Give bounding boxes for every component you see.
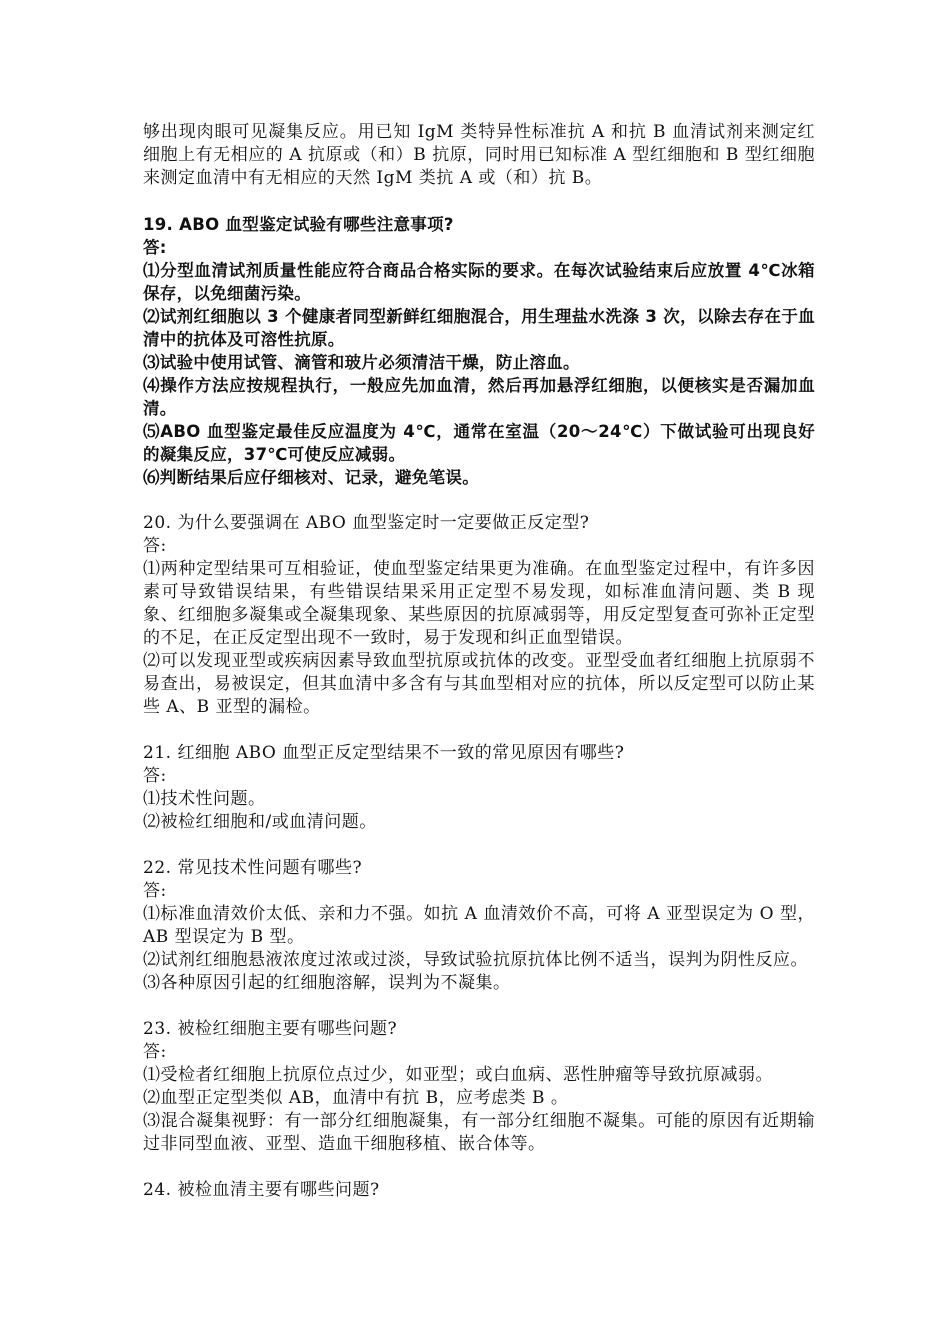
question-23-title: 23. 被检红细胞主要有哪些问题? — [143, 1019, 398, 1039]
question-23-item: ⑶混合凝集视野：有一部分红细胞凝集，有一部分红细胞不凝集。可能的原因有近期输过非同型血液、亚型、造血干细胞移植、嵌合体等。 — [143, 1111, 815, 1154]
question-19-item: ⑸ABO 血型鉴定最佳反应温度为 4℃，通常在室温（20～24℃）下做试验可出现良好的凝集反应，37℃可使反应减弱。 — [143, 422, 815, 464]
question-21-answer-label: 答: — [143, 766, 167, 786]
question-24 — [143, 1179, 815, 1202]
question-22 — [143, 857, 815, 995]
question-21-title: 21. 红细胞 ABO 血型正反定型结果不一致的常见原因有哪些? — [143, 743, 625, 763]
question-19-item: ⑴分型血清试剂质量性能应符合商品合格实际的要求。在每次试验结束后应放置 4℃冰箱保存，以免细菌污染。 — [143, 261, 815, 303]
question-20 — [143, 512, 815, 719]
question-21-item: ⑵被检红细胞和/或血清问题。 — [143, 812, 377, 832]
question-23 — [143, 1018, 815, 1156]
question-24-title: 24. 被检血清主要有哪些问题? — [143, 1180, 380, 1200]
document-page — [143, 121, 815, 1202]
question-19-item: ⑶试验中使用试管、滴管和玻片必须清洁干燥，防止溶血。 — [143, 353, 580, 372]
question-21-item: ⑴技术性问题。 — [143, 789, 266, 809]
question-19-item: ⑹判断结果后应仔细核对、记录，避免笔误。 — [143, 468, 479, 487]
question-20-item: ⑵可以发现亚型或疾病因素导致血型抗原或抗体的改变。亚型受血者红细胞上抗原弱不易查出，易被误定，但其血清中多含有与其血型相对应的抗体，所以反定型可以防止某些 A、B 亚型的漏检。 — [143, 651, 815, 717]
question-19-title: 19. ABO 血型鉴定试验有哪些注意事项? — [143, 215, 454, 234]
question-22-item: ⑵试剂红细胞悬液浓度过浓或过淡，导致试验抗原抗体比例不适当，误判为阴性反应。 — [143, 950, 808, 970]
question-20-item: ⑴两种定型结果可互相验证，使血型鉴定结果更为准确。在血型鉴定过程中，有许多因素可导致错误结果，有些错误结果采用正定型不易发现，如标准血清问题、类 B 现象、红细胞多凝集或全凝集现象、某些原因的抗原减弱等，用反定型复查可弥补正定型的不足，在正反定型出现不一致时，易于发现和纠正血型错误。 — [143, 559, 815, 648]
question-22-item: ⑴标准血清效价太低、亲和力不强。如抗 A 血清效价不高，可将 A 亚型误定为 O 型，AB 型误定为 B 型。 — [143, 904, 815, 947]
question-23-item: ⑵血型正定型类似 AB，血清中有抗 B，应考虑类 B 。 — [143, 1088, 569, 1108]
question-23-answer-label: 答: — [143, 1042, 167, 1062]
question-22-title: 22. 常见技术性问题有哪些? — [143, 858, 363, 878]
intro-paragraph: 够出现肉眼可见凝集反应。用已知 IgM 类特异性标准抗 A 和抗 B 血清试剂来测定红细胞上有无相应的 A 抗原或（和）B 抗原，同时用已知标准 A 型红细胞和 B 型红细胞来测定血清中有无相应的天然 IgM 类抗 A 或（和）抗 B。 — [143, 122, 815, 188]
question-19 — [143, 213, 815, 489]
question-19-answer-label: 答: — [143, 238, 167, 257]
question-19-item: ⑵试剂红细胞以 3 个健康者同型新鲜红细胞混合，用生理盐水洗涤 3 次，以除去存在于血清中的抗体及可溶性抗原。 — [143, 307, 815, 349]
question-20-answer-label: 答: — [143, 536, 167, 556]
question-20-title: 20. 为什么要强调在 ABO 血型鉴定时一定要做正反定型? — [143, 513, 590, 533]
question-23-item: ⑴受检者红细胞上抗原位点过少，如亚型；或白血病、恶性肿瘤等导致抗原减弱。 — [143, 1065, 773, 1085]
question-22-answer-label: 答: — [143, 881, 167, 901]
question-19-item: ⑷操作方法应按规程执行，一般应先加血清，然后再加悬浮红细胞，以便核实是否漏加血清。 — [143, 376, 815, 418]
question-22-item: ⑶各种原因引起的红细胞溶解，误判为不凝集。 — [143, 973, 511, 993]
question-21 — [143, 742, 815, 834]
